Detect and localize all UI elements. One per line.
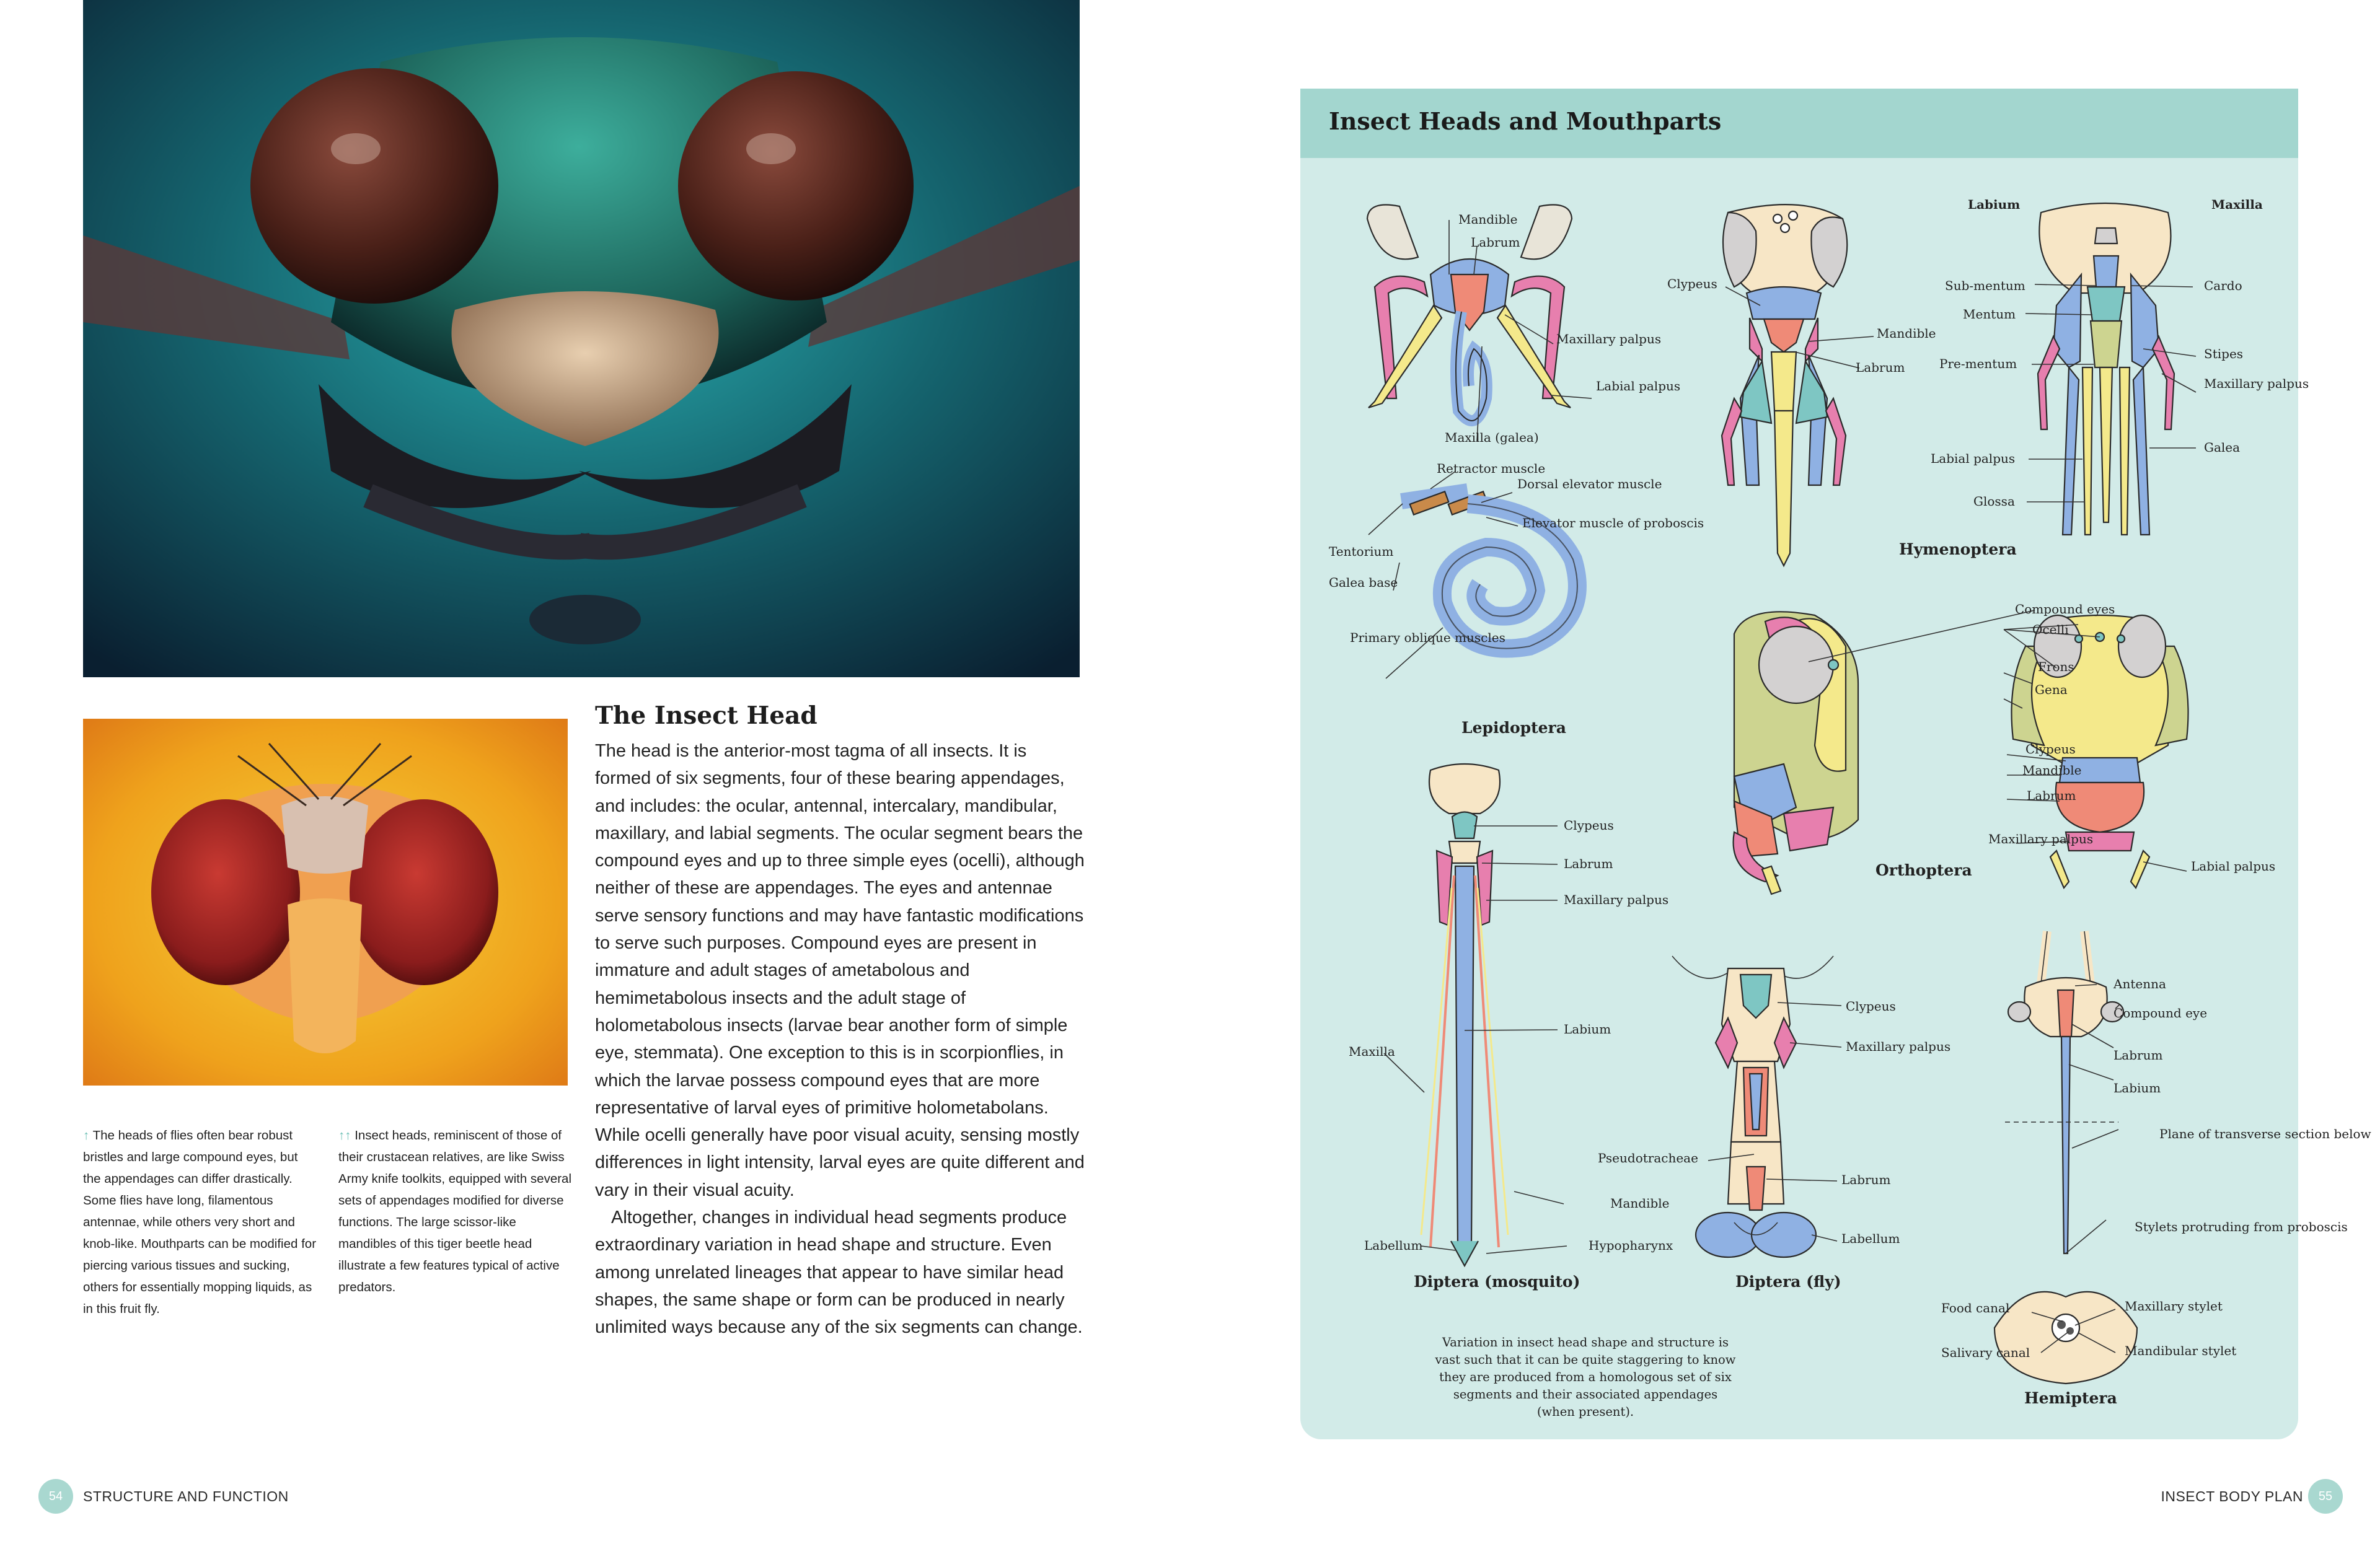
mos-label-labellum: Labellum <box>1364 1238 1423 1253</box>
diptera-fly-name: Diptera (fly) <box>1735 1273 1841 1291</box>
fly-label-labellum: Labellum <box>1841 1231 1900 1246</box>
fruit-fly-photo <box>83 719 568 1086</box>
hem-label-labrum: Labrum <box>2113 1048 2163 1063</box>
orth-label-clypeus: Clypeus <box>2025 742 2076 757</box>
lab-label-mentum: Mentum <box>1963 307 2016 322</box>
lepi-left-eye <box>1367 205 1418 260</box>
lepi-label-tentorium: Tentorium <box>1329 544 1394 559</box>
lepidoptera-name: Lepidoptera <box>1461 719 1566 737</box>
hem-label-plane: Plane of transverse section below <box>2159 1126 2371 1141</box>
lab-label-pre-mentum: Pre-mentum <box>1939 356 2017 371</box>
paragraph-1: The head is the anterior-most tagma of all insects. It is formed of six segments, four of these bearing appendages, and includes: the ocular, antennal, intercalary, mandibular, maxillary, and labial segments. The ocular segment bears the compound eyes and up to three simple eyes (ocelli), although neither of these are appendages. The eyes and antennae serve sensory functions and may have fantastic modifications to serve such purposes. Compound eyes are present in immature and adult stages of ametabolous and hemimetabolous insects and the adult stage of holometabolous insects (larvae bear another form of simple eye, stemmata). One exception to this is in scorpionflies, in which the larvae possess compound eyes that are more representative of larval eyes of primitive holometabolans. While ocelli generally have poor visual acuity, sensing mostly differences in light intensity, larval eyes are quite different and vary in their visual acuity. <box>595 741 1085 1200</box>
page-number-left: 54 <box>38 1479 73 1514</box>
mouthparts-panel <box>1300 89 2371 1439</box>
hymenoptera-diagram <box>1667 204 2017 566</box>
hemiptera-diagram <box>1941 931 2371 1407</box>
hem-label-maxillary-stylet: Maxillary stylet <box>2125 1299 2223 1314</box>
mos-label-mandible: Mandible <box>1610 1196 1670 1211</box>
orthoptera-diagram <box>1734 602 2276 894</box>
max-label-galea: Galea <box>2204 440 2241 455</box>
hem-label-food-canal: Food canal <box>1941 1301 2010 1315</box>
mos-label-maxillary-palpus: Maxillary palpus <box>1564 892 1669 907</box>
lepi-label-primary-oblique: Primary oblique muscles <box>1350 630 1505 645</box>
double-up-arrow-icon: ↑↑ <box>338 1128 351 1143</box>
hem-label-salivary-canal: Salivary canal <box>1941 1345 2030 1360</box>
hem-label-mandibular-stylet: Mandibular stylet <box>2125 1343 2237 1358</box>
max-label-stipes: Stipes <box>2204 346 2244 361</box>
labium-heading: Labium <box>1968 197 2021 212</box>
lepi-label-labial-palpus: Labial palpus <box>1596 379 1681 393</box>
hem-label-compound-eye: Compound eye <box>2113 1006 2208 1020</box>
running-footer-right: INSECT BODY PLAN <box>2161 1488 2303 1504</box>
fly-caption: ↑ The heads of flies often bear robust bristles and large compound eyes, but the appendages can differ drastically. Some flies have long, filamentous antennae, while others very short and knob-like. Mouthparts can be modified for piercing various tissues and sucking, others for essentially mopping liquids, as in this fruit fly. <box>83 1128 317 1316</box>
max-label-maxillary-palpus: Maxillary palpus <box>2204 376 2309 391</box>
lepi-label-elevator-proboscis: Elevator muscle of proboscis <box>1522 516 1704 530</box>
orth-label-gena: Gena <box>2035 682 2068 697</box>
lab-label-glossa: Glossa <box>1973 494 2015 509</box>
hymenoptera-name: Hymenoptera <box>1899 540 2017 558</box>
orth-label-maxillary-palpus: Maxillary palpus <box>1988 832 2094 846</box>
fly-label-clypeus: Clypeus <box>1846 999 1896 1014</box>
lepi-label-maxilla-galea: Maxilla (galea) <box>1445 430 1539 445</box>
orth-label-mandible: Mandible <box>2022 763 2082 778</box>
panel-note: Variation in insect head shape and structure is vast such that it can be quite staggering to know they are produced from a homologous set of six segments and their associated appendages (when present). <box>1435 1335 1736 1419</box>
lepi-label-labrum: Labrum <box>1471 235 1520 250</box>
diptera-mosquito-diagram <box>1349 764 1673 1291</box>
running-footer-left: STRUCTURE AND FUNCTION <box>83 1488 289 1504</box>
hym-label-labrum: Labrum <box>1856 360 1905 375</box>
hem-label-stylets: Stylets protruding from proboscis <box>2135 1219 2348 1234</box>
mos-label-labrum: Labrum <box>1564 856 1613 871</box>
labium-maxilla-diagram <box>1931 197 2309 535</box>
orth-label-ocelli: Ocelli <box>2032 622 2069 637</box>
tiger-beetle-photo <box>83 0 1080 677</box>
orthoptera-name: Orthoptera <box>1875 861 1972 879</box>
body-text <box>595 737 1085 1341</box>
mos-label-maxilla: Maxilla <box>1349 1044 1395 1059</box>
lepi-label-retractor-muscle: Retractor muscle <box>1437 461 1546 476</box>
hem-label-labium: Labium <box>2113 1081 2161 1095</box>
lab-label-sub-mentum: Sub-mentum <box>1945 278 2025 293</box>
orth-label-frons: Frons <box>2038 659 2074 674</box>
maxilla-heading: Maxilla <box>2211 197 2263 212</box>
lepi-label-mandible: Mandible <box>1458 212 1518 227</box>
fly-label-labrum: Labrum <box>1841 1172 1891 1187</box>
mouthparts-diagram <box>1300 89 2371 1439</box>
max-label-cardo: Cardo <box>2204 278 2242 293</box>
hym-label-mandible: Mandible <box>1877 326 1936 341</box>
section-title: The Insect Head <box>595 701 818 730</box>
lepi-label-maxillary-palpus: Maxillary palpus <box>1556 331 1662 346</box>
lepi-right-eye <box>1521 205 1572 260</box>
orth-label-labrum: Labrum <box>2027 788 2076 803</box>
mos-label-hypopharynx: Hypopharynx <box>1589 1238 1673 1253</box>
lepi-label-galea-base: Galea base <box>1329 575 1398 590</box>
panel-title: Insect Heads and Mouthparts <box>1329 107 1722 135</box>
mos-label-labium: Labium <box>1564 1022 1611 1037</box>
mos-label-clypeus: Clypeus <box>1564 818 1614 833</box>
hem-label-antenna: Antenna <box>2113 976 2166 991</box>
paragraph-2: Altogether, changes in individual head segments produce extraordinary variation in head shape and structure. Even among unrelated lineages that appear to have similar head shapes, the same shape or form can be produced in nearly unlimited ways because any of the six segments can change. <box>595 1208 1083 1338</box>
orth-label-compound-eyes: Compound eyes <box>2015 602 2115 617</box>
hym-label-clypeus: Clypeus <box>1667 276 1717 291</box>
page-number-right: 55 <box>2308 1479 2343 1514</box>
lab-label-labial-palpus: Labial palpus <box>1931 451 2016 466</box>
orth-label-labial-palpus: Labial palpus <box>2191 859 2276 874</box>
up-arrow-icon: ↑ <box>83 1128 90 1143</box>
beetle-caption: ↑↑ Insect heads, reminiscent of those of their crustacean relatives, are like Swiss Army knife toolkits, equipped with several sets of appendages modified for diverse functions. The large scissor-like mandibles of this tiger beetle head illustrate a few features typical of active predators. <box>338 1128 572 1294</box>
diptera-mosquito-name: Diptera (mosquito) <box>1414 1273 1580 1291</box>
lepidoptera-diagram <box>1329 205 1704 737</box>
fly-label-maxillary-palpus: Maxillary palpus <box>1846 1039 1951 1054</box>
fly-label-pseudotracheae: Pseudotracheae <box>1598 1151 1698 1165</box>
hemiptera-name: Hemiptera <box>2024 1389 2117 1407</box>
lepi-label-dorsal-elevator: Dorsal elevator muscle <box>1517 476 1662 491</box>
